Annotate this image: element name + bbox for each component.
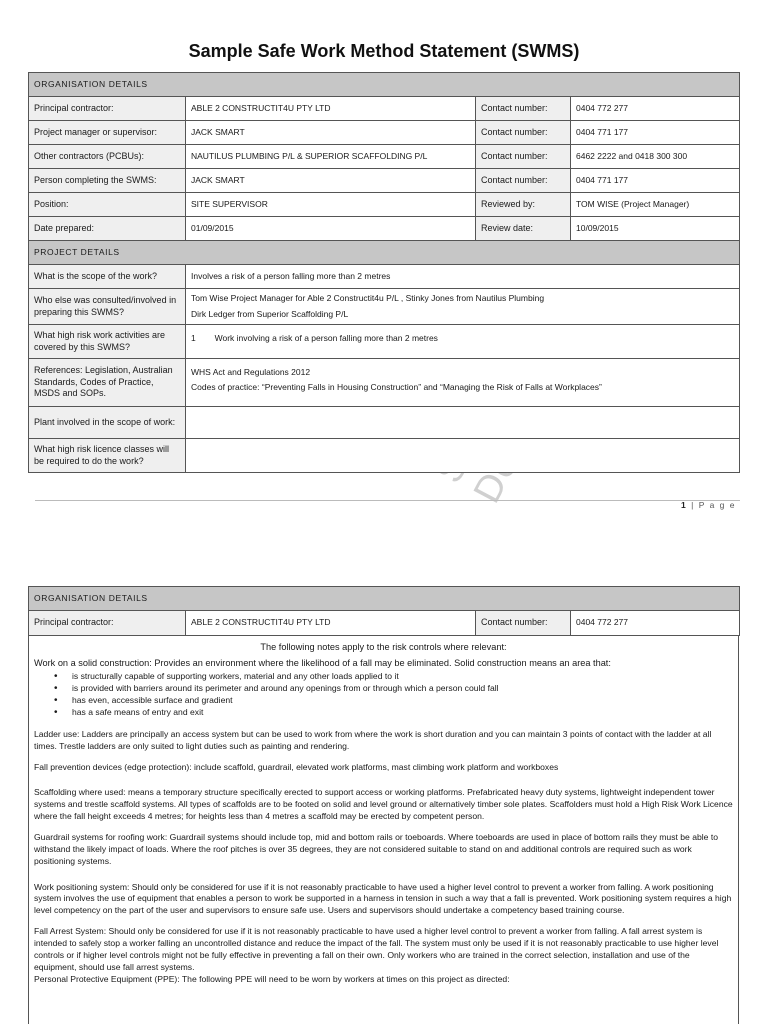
- note-fall-arrest: Fall Arrest System: Should only be considered for use if it is not reasonably practicable to have used a higher level control to prevent a worker from falling. A fall arrest system is intended to safely stop a worker falling an uncontrolled distance and reduce the impact of the fall. The system must only be used if it is not reasonably practicable to use higher level controls or if higher level controls might not be fully effective in preventing a fall on their own. Only workers who are trained in the correct selection, installation and use of the equipment, should use fall arrest systems.: [34, 926, 719, 972]
- section-heading-project: PROJECT DETAILS: [29, 241, 740, 265]
- field-value: [186, 289, 740, 325]
- field-label: Other contractors (PCBUs):: [29, 145, 186, 169]
- field-label: Contact number:: [476, 145, 571, 169]
- list-item: • has a safe means of entry and exit: [54, 707, 733, 719]
- field-value-line: Tom Wise Project Manager for Able 2 Constructit4u P/L , Stinky Jones from Nautilus Plumbing: [191, 293, 545, 304]
- list-item: • is provided with barriers around its perimeter and around any openings from or through which a person could fall: [54, 683, 733, 695]
- field-label: Position:: [29, 193, 186, 217]
- note-work-positioning: Work positioning system: Should only be considered for use if it is not reasonably practicable to have used a higher level control to prevent a worker from falling. A work positioning system involves the use of equipment that enables a person to work be supported in a harness in tension in such a way that a fall is prevented. Work positioning system requires a high level competency on the part of the user and supervisors to ensure safe use. Users and supervisors should undertake a competency based training course.: [34, 881, 732, 916]
- notes-heading: The following notes apply to the risk controls where relevant:: [260, 642, 507, 652]
- table-row: [29, 217, 740, 241]
- list-item: • has even, accessible surface and gradient: [54, 695, 733, 707]
- field-label: References: Legislation, Australian Standards, Codes of Practice, MSDS and SOPs.: [29, 359, 186, 407]
- field-value: [186, 359, 740, 407]
- table-row: [29, 97, 740, 121]
- field-value: NAUTILUS PLUMBING P/L & SUPERIOR SCAFFOLDING P/L: [186, 145, 476, 169]
- table-row: [29, 121, 740, 145]
- field-value-line: Dirk Ledger from Superior Scaffolding P/L: [191, 308, 349, 319]
- page-number: [681, 500, 736, 510]
- table-row: [29, 289, 740, 325]
- field-value: [186, 265, 740, 289]
- table-row: [29, 325, 740, 359]
- field-label: Plant involved in the scope of work:: [29, 407, 186, 439]
- field-value: [186, 325, 740, 359]
- table-row: [29, 407, 740, 439]
- field-value: [186, 439, 740, 473]
- field-label: What is the scope of the work?: [29, 265, 186, 289]
- field-value: 01/09/2015: [186, 217, 476, 241]
- field-label: What high risk licence classes will be required to do the work?: [29, 439, 186, 473]
- field-value-line: Involves a risk of a person falling more than 2 metres: [191, 270, 391, 281]
- field-value: 6462 2222 and 0418 300 300: [571, 145, 740, 169]
- note-fall-prevention: Fall prevention devices (edge protection): include scaffold, guardrail, elevated work platforms, mast climbing work platform and workboxes: [34, 761, 559, 772]
- footer-divider: [35, 500, 740, 501]
- field-label: Contact number:: [476, 611, 571, 636]
- field-label: Contact number:: [476, 97, 571, 121]
- risk-control-notes: [28, 635, 739, 1024]
- section-heading-organisation: ORGANISATION DETAILS: [29, 73, 740, 97]
- field-value: 10/09/2015: [571, 217, 740, 241]
- field-value: SITE SUPERVISOR: [186, 193, 476, 217]
- field-value-line: Codes of practice: “Preventing Falls in Housing Construction” and “Managing the Risk of Falls at Workplaces”: [191, 382, 602, 393]
- document-title: Sample Safe Work Method Statement (SWMS): [188, 41, 580, 61]
- swms-details-table: [28, 72, 740, 473]
- field-label: Who else was consulted/involved in preparing this SWMS?: [29, 289, 186, 325]
- table-row: [29, 145, 740, 169]
- table-row: [29, 265, 740, 289]
- page-number-value: 1: [681, 500, 688, 510]
- field-label: Reviewed by:: [476, 193, 571, 217]
- field-value: 0404 771 177: [571, 169, 740, 193]
- note-ppe: Personal Protective Equipment (PPE): The following PPE will need to be worn by workers at times on this project as directed:: [34, 973, 510, 984]
- note-scaffolding: Scaffolding where used: means a temporary structure specifically erected to support access or working platforms. Prefabricated heavy duty systems, lightweight independent tower systems and trestle scaffold systems. All types of scaffolds are to be footed on solid and level ground or alternatively timber sole plates. Scaffolders must hold a High Risk Work Licence where the fall height exceeds 4 metres; for heights less than 4 metres a scaffold may be erected by competent person.: [34, 787, 733, 822]
- field-value-line: 1 Work involving a risk of a person falling more than 2 metres: [191, 333, 438, 343]
- notes-intro: Work on a solid construction: Provides an environment where the likelihood of a fall may be eliminated. Solid construction means an area that:: [34, 657, 611, 668]
- field-label: Person completing the SWMS:: [29, 169, 186, 193]
- list-item: • is structurally capable of supporting workers, material and any other loads applied to it: [54, 671, 733, 683]
- field-label: Principal contractor:: [29, 97, 186, 121]
- field-value: JACK SMART: [186, 169, 476, 193]
- field-value-line: WHS Act and Regulations 2012: [191, 367, 311, 377]
- note-ladder-use: Ladder use: Ladders are principally an access system but can be used to work from where the work is short duration and you can maintain 3 points of contact with the ladder at all times. Trestle ladders are only suited to light duties such as painting and rendering.: [34, 728, 712, 751]
- note-guardrail: Guardrail systems for roofing work: Guardrail systems should include top, mid and bottom rails or toeboards. Where toeboards are used in place of bottom rails they must be able to withstand the likely impact of loads. Where the roof pitches is over 35 degrees, they are not considered suitable to stand on and additional controls are required such as work positioning systems.: [34, 831, 719, 866]
- field-label: Contact number:: [476, 121, 571, 145]
- field-label: What high risk work activities are covered by this SWMS?: [29, 325, 186, 359]
- section-heading-organisation: ORGANISATION DETAILS: [29, 587, 740, 611]
- table-row: [29, 169, 740, 193]
- field-value: ABLE 2 CONSTRUCTIT4U PTY LTD: [186, 97, 476, 121]
- table-row: [29, 611, 740, 636]
- field-label: Review date:: [476, 217, 571, 241]
- field-value: ABLE 2 CONSTRUCTIT4U PTY LTD: [186, 611, 476, 636]
- table-row: [29, 439, 740, 473]
- solid-construction-list: [54, 671, 733, 718]
- page-word: | P a g e: [691, 500, 736, 510]
- field-label: Contact number:: [476, 169, 571, 193]
- field-value: 0404 772 277: [571, 611, 740, 636]
- field-value: TOM WISE (Project Manager): [571, 193, 740, 217]
- field-value: 0404 771 177: [571, 121, 740, 145]
- field-label: Project manager or supervisor:: [29, 121, 186, 145]
- field-value: [186, 407, 740, 439]
- field-label: Principal contractor:: [29, 611, 186, 636]
- field-value: 0404 772 277: [571, 97, 740, 121]
- table-row: [29, 193, 740, 217]
- table-row: [29, 359, 740, 407]
- field-label: Date prepared:: [29, 217, 186, 241]
- field-value: JACK SMART: [186, 121, 476, 145]
- page2-details-table: [28, 586, 740, 636]
